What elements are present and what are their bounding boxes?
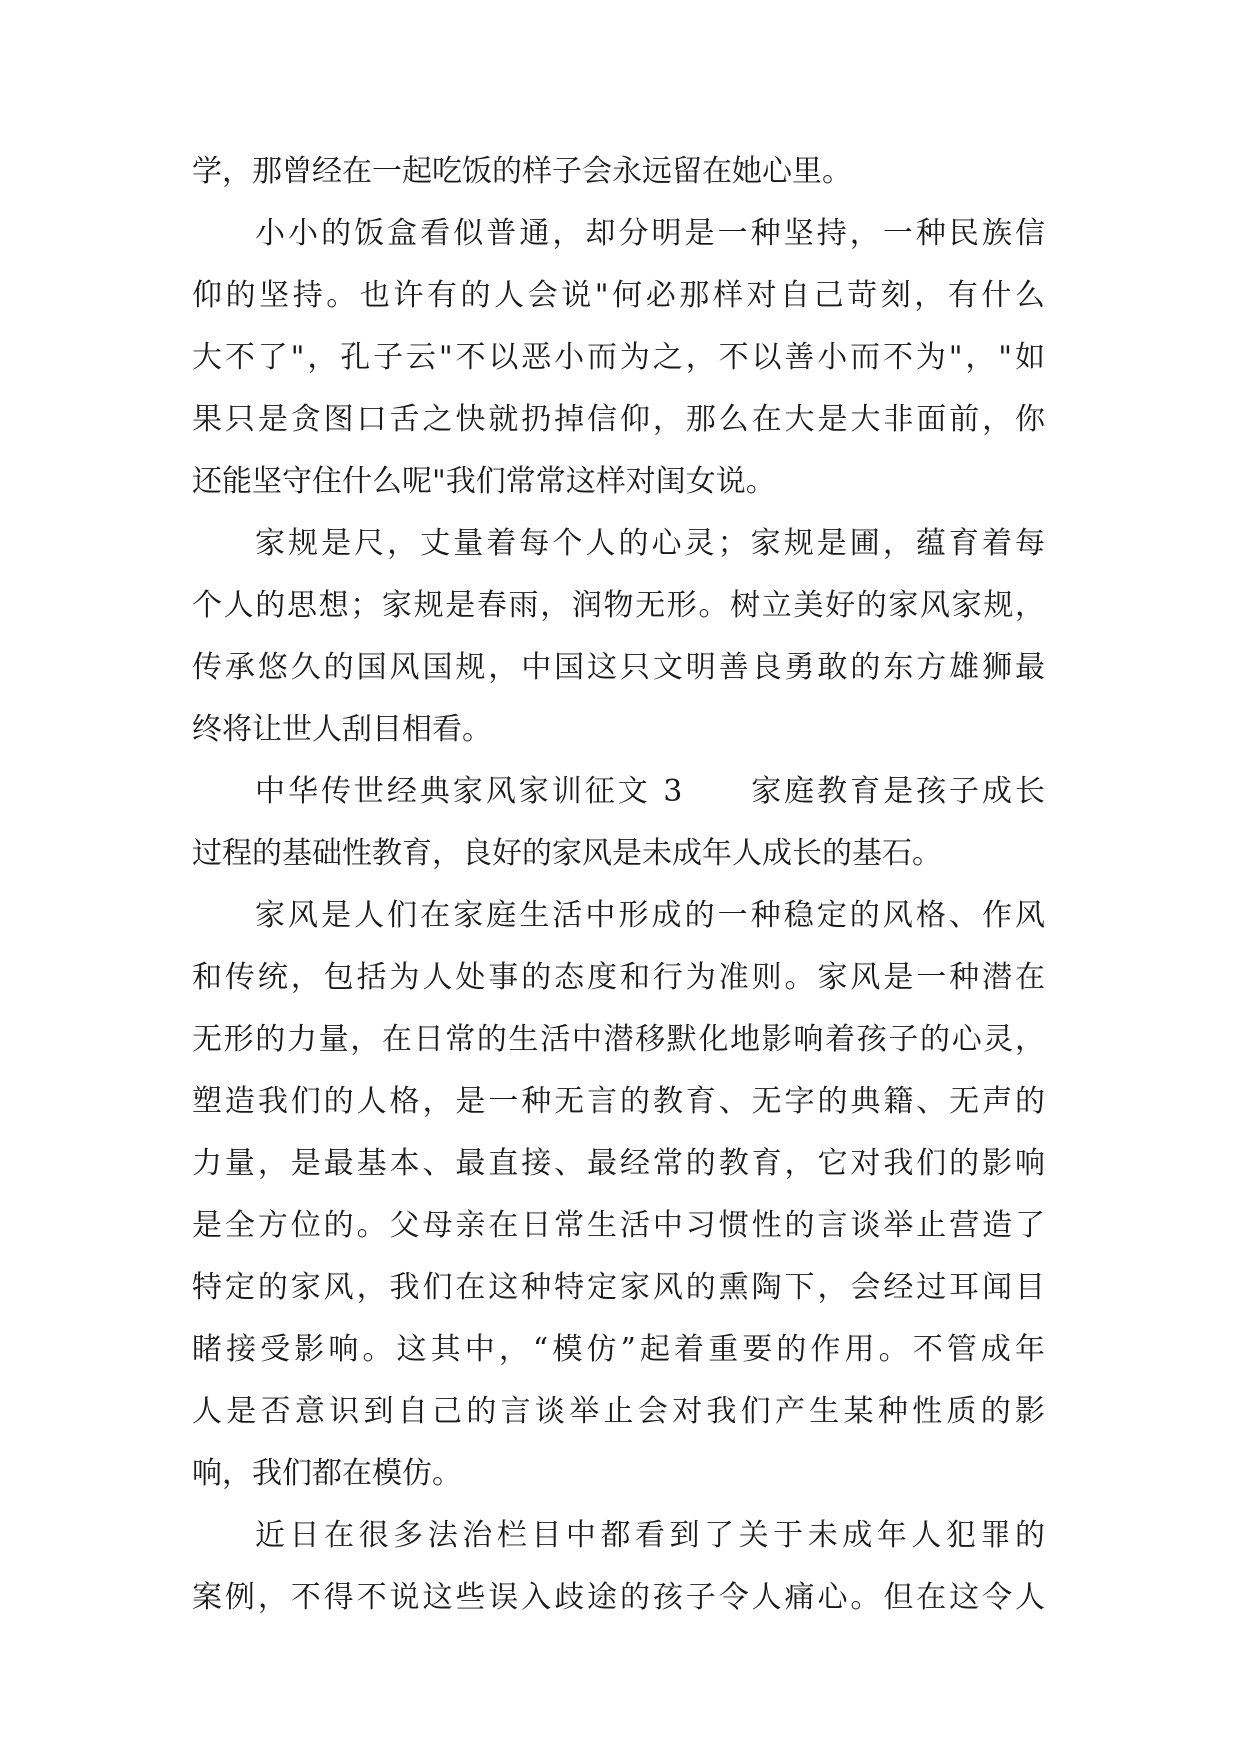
line-text: 还能坚守住什么呢"我们常常这样对闺女说。 <box>192 464 776 499</box>
line-text: 力量，是最基本、最直接、最经常的教育，它对我们的影响 <box>192 1146 1045 1181</box>
line-text: 终将让世人刮目相看。 <box>192 712 492 747</box>
text-line <box>0 203 1241 265</box>
text-line <box>0 1009 1241 1071</box>
text-line <box>0 947 1241 1009</box>
text-line <box>0 699 1241 761</box>
text-line <box>0 451 1241 513</box>
text-line <box>0 1505 1241 1567</box>
line-text: 果只是贪图口舌之快就扔掉信仰，那么在大是大非面前，你 <box>192 402 1045 437</box>
line-text: 是全方位的。父母亲在日常生活中习惯性的言谈举止营造了 <box>192 1208 1045 1243</box>
text-line <box>0 1071 1241 1133</box>
line-text: 学，那曾经在一起吃饭的样子会永远留在她心里。 <box>192 154 852 189</box>
text-line <box>0 1319 1241 1381</box>
text-line <box>0 1567 1241 1629</box>
line-text: 中华传世经典家风家训征文 3 家庭教育是孩子成长 <box>255 774 1045 809</box>
line-text: 仰的坚持。也许有的人会说"何必那样对自己苛刻，有什么 <box>192 278 1045 313</box>
text-line <box>0 327 1241 389</box>
text-line <box>0 575 1241 637</box>
text-line <box>0 823 1241 885</box>
text-line <box>0 885 1241 947</box>
line-text: 无形的力量，在日常的生活中潜移默化地影响着孩子的心灵， <box>192 1022 1045 1057</box>
line-text: 响，我们都在模仿。 <box>192 1456 462 1491</box>
text-line <box>0 1195 1241 1257</box>
text-line <box>0 389 1241 451</box>
line-text: 和传统，包括为人处事的态度和行为准则。家风是一种潜在 <box>192 960 1045 995</box>
line-text: 塑造我们的人格，是一种无言的教育、无字的典籍、无声的 <box>192 1084 1045 1119</box>
text-line <box>0 1257 1241 1319</box>
line-text: 小小的饭盒看似普通，却分明是一种坚持，一种民族信 <box>255 216 1045 251</box>
line-text: 家规是尺，丈量着每个人的心灵；家规是圃，蕴育着每 <box>255 526 1045 561</box>
line-text: 案例，不得不说这些误入歧途的孩子令人痛心。但在这令人 <box>192 1580 1045 1615</box>
section-heading-line <box>0 761 1241 823</box>
line-text: 个人的思想；家规是春雨，润物无形。树立美好的家风家规， <box>192 588 1045 623</box>
text-line <box>0 1133 1241 1195</box>
line-text: 人是否意识到自己的言谈举止会对我们产生某种性质的影 <box>192 1394 1045 1429</box>
line-text: 近日在很多法治栏目中都看到了关于未成年人犯罪的 <box>255 1518 1045 1553</box>
line-text: 大不了"，孔子云"不以恶小而为之，不以善小而不为"，"如 <box>192 340 1045 375</box>
text-line <box>0 141 1241 203</box>
text-line <box>0 1381 1241 1443</box>
text-line <box>0 1443 1241 1505</box>
line-text: 家风是人们在家庭生活中形成的一种稳定的风格、作风 <box>255 898 1045 933</box>
line-text: 特定的家风，我们在这种特定家风的熏陶下，会经过耳闻目 <box>192 1270 1045 1305</box>
line-text: 过程的基础性教育，良好的家风是未成年人成长的基石。 <box>192 836 942 871</box>
line-text: 睹接受影响。这其中，“模仿”起着重要的作用。不管成年 <box>192 1332 1045 1367</box>
text-line <box>0 265 1241 327</box>
text-line <box>0 637 1241 699</box>
text-line <box>0 513 1241 575</box>
line-text: 传承悠久的国风国规，中国这只文明善良勇敢的东方雄狮最 <box>192 650 1045 685</box>
